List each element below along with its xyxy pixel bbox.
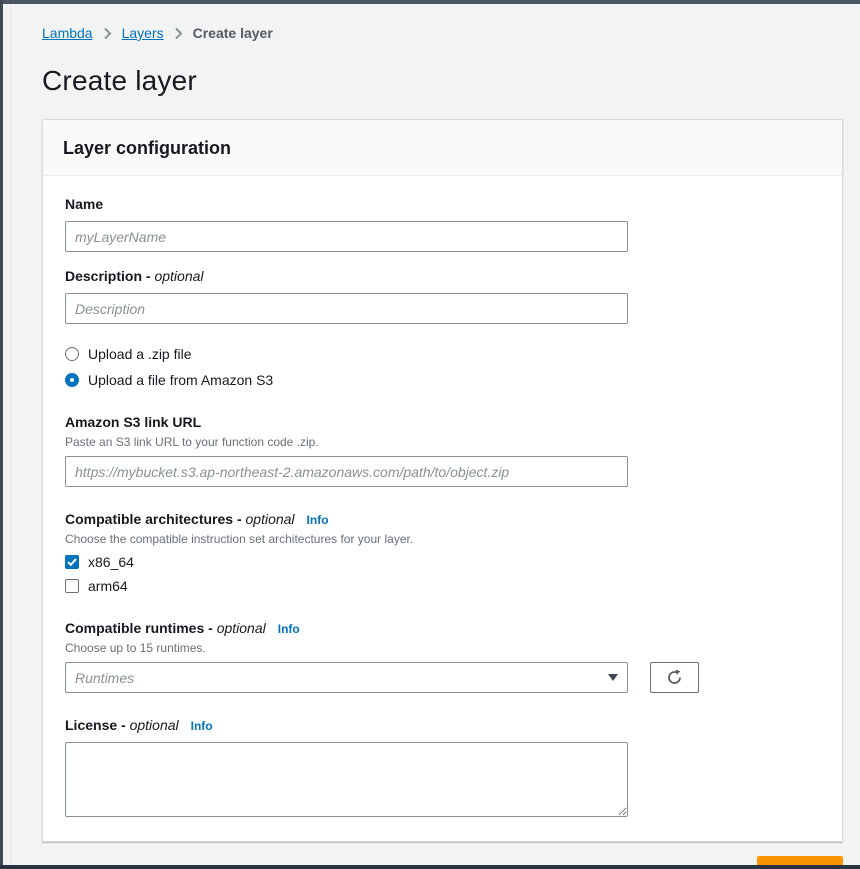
breadcrumb-current: Create layer xyxy=(192,25,273,41)
license-optional-text: optional xyxy=(129,717,179,733)
runtimes-label xyxy=(65,620,300,636)
breadcrumb-chevron-icon xyxy=(174,27,183,40)
x86-checkbox-label: x86_64 xyxy=(88,554,134,570)
s3-url-help-text: Paste an S3 link URL to your function code .zip. xyxy=(65,435,319,449)
checkbox-unchecked-icon[interactable] xyxy=(65,579,79,593)
breadcrumb-link-lambda[interactable]: Lambda xyxy=(42,25,93,41)
refresh-runtimes-button[interactable] xyxy=(650,662,699,693)
architectures-label-text: Compatible architectures - xyxy=(65,511,246,527)
upload-source-radio-group xyxy=(65,346,820,388)
runtimes-field-group xyxy=(65,620,820,693)
architectures-checkbox-group xyxy=(65,554,820,594)
checkbox-checked-icon[interactable] xyxy=(65,555,79,569)
s3-url-input[interactable] xyxy=(65,456,628,487)
x86-checkbox-row[interactable] xyxy=(65,554,820,570)
license-textarea[interactable] xyxy=(65,742,628,817)
architectures-info-link[interactable]: Info xyxy=(306,513,329,527)
runtimes-info-link[interactable]: Info xyxy=(277,622,300,636)
breadcrumb-chevron-icon xyxy=(103,27,112,40)
radio-unchecked-icon[interactable] xyxy=(65,347,79,361)
s3-url-field-group xyxy=(65,414,820,487)
runtimes-select-placeholder: Runtimes xyxy=(75,669,135,686)
arm64-checkbox-label: arm64 xyxy=(88,578,128,594)
page-title: Create layer xyxy=(42,65,197,96)
upload-s3-radio-row[interactable] xyxy=(65,372,820,388)
name-field-group xyxy=(65,196,820,252)
license-info-link[interactable]: Info xyxy=(190,719,213,733)
panel-title: Layer configuration xyxy=(63,138,232,158)
window-top-edge xyxy=(0,0,860,4)
architectures-help-text: Choose the compatible instruction set architectures for your layer. xyxy=(65,532,414,546)
description-input[interactable] xyxy=(65,293,628,324)
name-input[interactable] xyxy=(65,221,628,252)
layer-configuration-panel xyxy=(42,119,843,842)
refresh-icon xyxy=(666,669,683,686)
description-optional-text: optional xyxy=(154,268,204,284)
window-bottom-edge xyxy=(0,865,860,869)
architectures-label xyxy=(65,511,329,527)
radio-checked-icon[interactable] xyxy=(65,373,79,387)
window-left-edge xyxy=(0,0,3,869)
upload-s3-radio-label: Upload a file from Amazon S3 xyxy=(88,372,274,388)
architectures-optional-text: optional xyxy=(245,511,295,527)
breadcrumb xyxy=(42,25,843,41)
upload-zip-radio-row[interactable] xyxy=(65,346,820,362)
runtimes-optional-text: optional xyxy=(216,620,266,636)
runtimes-label-text: Compatible runtimes - xyxy=(65,620,217,636)
s3-url-label: Amazon S3 link URL xyxy=(65,414,202,430)
arm64-checkbox-row[interactable] xyxy=(65,578,820,594)
chevron-down-icon xyxy=(608,674,618,681)
license-label-text: License - xyxy=(65,717,130,733)
license-label xyxy=(65,717,213,733)
architectures-field-group xyxy=(65,511,820,594)
side-panel-divider xyxy=(10,4,11,865)
description-label xyxy=(65,268,204,284)
description-label-text: Description - xyxy=(65,268,155,284)
license-field-group xyxy=(65,717,820,817)
upload-zip-radio-label: Upload a .zip file xyxy=(88,346,192,362)
runtimes-help-text: Choose up to 15 runtimes. xyxy=(65,641,206,655)
breadcrumb-link-layers[interactable]: Layers xyxy=(121,25,164,41)
name-label: Name xyxy=(65,196,104,212)
runtimes-select[interactable] xyxy=(65,662,628,693)
description-field-group xyxy=(65,268,820,324)
panel-header xyxy=(43,120,842,176)
